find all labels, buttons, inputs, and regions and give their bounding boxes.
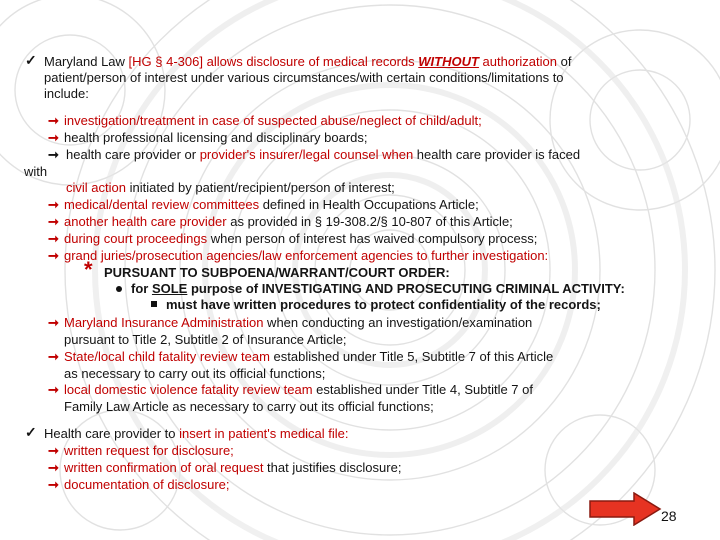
round-bullet-icon: [116, 286, 122, 292]
right-arrow-bullet-icon: ➞: [48, 443, 59, 458]
right-arrow-bullet-icon: ➞: [48, 197, 59, 212]
sub-list-item: PURSUANT TO SUBPOENA/WARRANT/COURT ORDER:: [104, 265, 450, 280]
right-arrow-bullet-icon: ➞: [48, 113, 59, 128]
intro-line-2: patient/person of interest under various circumstances/with certain conditions/limitations to: [44, 70, 564, 85]
list-item-continuation: civil action initiated by patient/recipient/person of interest;: [66, 180, 395, 195]
list-item: investigation/treatment in case of suspected abuse/neglect of child/adult;: [64, 113, 482, 128]
right-arrow-bullet-icon: ➞: [48, 315, 59, 330]
list-item-continuation: Family Law Article as necessary to carry out its official functions;: [64, 399, 434, 414]
asterisk-icon: *: [84, 257, 93, 282]
right-arrow-bullet-icon: ➞: [48, 248, 59, 263]
list-item: during court proceedings when person of interest has waived compulsory process;: [64, 231, 538, 246]
list-item-wrap: with: [24, 164, 48, 179]
list-item: Maryland Insurance Administration when conducting an investigation/examination: [64, 315, 533, 330]
list-item: documentation of disclosure;: [64, 477, 230, 492]
list-item: grand juries/prosecution agencies/law enforcement agencies to further investigation:: [64, 248, 549, 263]
right-arrow-bullet-icon: ➞: [48, 477, 59, 492]
section-heading: Health care provider to insert in patient's medical file:: [44, 426, 349, 441]
list-item: written confirmation of oral request that justifies disclosure;: [64, 460, 402, 475]
right-arrow-bullet-icon: ➞: [48, 349, 59, 364]
right-arrow-bullet-icon: ➞: [48, 130, 59, 145]
page-number: 28: [661, 508, 677, 524]
list-item: health professional licensing and disciplinary boards;: [64, 130, 368, 145]
checkmark-icon: ✓: [25, 424, 37, 440]
right-arrow-bullet-icon: ➞: [48, 147, 59, 162]
list-item: another health care provider as provided in § 19-308.2/§ 10-807 of this Article;: [64, 214, 513, 229]
right-arrow-bullet-icon: ➞: [48, 382, 59, 397]
sub-list-item: for SOLE purpose of INVESTIGATING AND PROSECUTING CRIMINAL ACTIVITY:: [131, 281, 625, 296]
intro-line-3: include:: [44, 86, 89, 101]
square-bullet-icon: [151, 301, 157, 307]
next-slide-arrow-icon[interactable]: [588, 492, 662, 526]
list-item: written request for disclosure;: [64, 443, 234, 458]
intro-line-1: Maryland Law [HG § 4-306] allows disclosure of medical records WITHOUT authorization of: [44, 54, 572, 69]
right-arrow-bullet-icon: ➞: [48, 460, 59, 475]
list-item: local domestic violence fatality review team established under Title 4, Subtitle 7 of: [64, 382, 533, 397]
list-item: health care provider or provider's insurer/legal counsel when health care provider is faced: [66, 147, 581, 162]
list-item: medical/dental review committees defined in Health Occupations Article;: [64, 197, 479, 212]
list-item-continuation: pursuant to Title 2, Subtitle 2 of Insurance Article;: [64, 332, 347, 347]
list-item: State/local child fatality review team established under Title 5, Subtitle 7 of this Article: [64, 349, 554, 364]
sub-list-item: must have written procedures to protect confidentiality of the records;: [166, 297, 601, 312]
right-arrow-bullet-icon: ➞: [48, 231, 59, 246]
checkmark-icon: ✓: [25, 52, 37, 68]
right-arrow-bullet-icon: ➞: [48, 214, 59, 229]
list-item-continuation: as necessary to carry out its official functions;: [64, 366, 326, 381]
